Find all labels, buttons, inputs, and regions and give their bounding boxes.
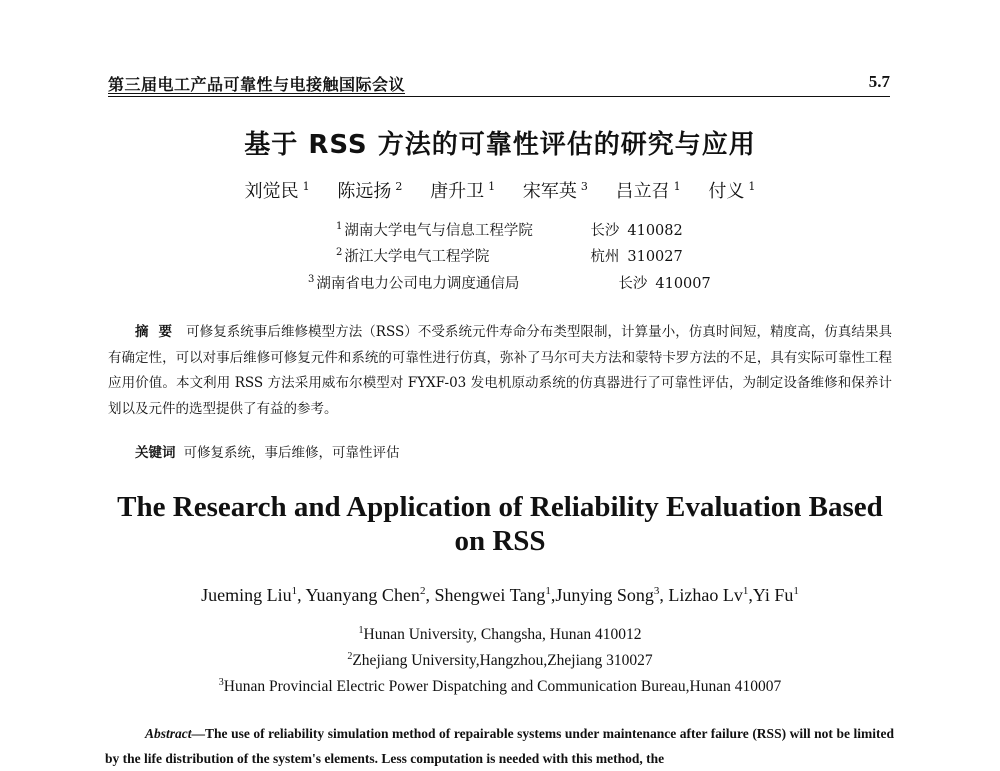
chinese-author-list	[0, 177, 1000, 203]
chinese-author: 吕立召 $^1$	[615, 180, 681, 202]
english-affiliation: $^2$Zhejiang University,Hangzhou,Zhejiang 310027	[347, 651, 653, 669]
chinese-abstract-label: 摘要	[135, 324, 183, 340]
chinese-affiliation: $^3$ 湖南省电力公司电力调度通信局 长沙 410007	[308, 274, 711, 292]
english-affiliation: $^1$Hunan University, Changsha, Hunan 410012	[358, 625, 642, 643]
chinese-author: 付义 $^1$	[708, 180, 756, 202]
english-author: Junying Song$^3$,	[555, 585, 669, 605]
english-abstract	[105, 721, 894, 771]
chinese-author: 唐升卫 $^1$	[430, 180, 496, 202]
chinese-abstract-text: 可修复系统事后维修模型方法（RSS）不受系统元件寿命分布类型限制，计算量小，仿真时间短，精度高，仿真结果具有确定性，可以对事后维修可修复元件和系统的可靠性进行仿真，弥补了马尔可夫方法和蒙特卡罗方法的不足，具有实际可靠性工程应用价值。本文利用 RSS 方法采用威布尔模型对 FYXF-03 发电机原动系统的仿真器进行了可靠性评估，为制定设备维修和保养计划以及元件的选型提供了有益的参考。	[108, 324, 892, 417]
english-author: Yi Fu$^1$	[752, 585, 799, 605]
conference-name: 第三届电工产品可靠性与电接触国际会议	[108, 75, 406, 94]
chinese-affiliation: $^2$ 浙江大学电气工程学院 杭州 310027	[336, 247, 683, 265]
running-header	[108, 72, 890, 97]
english-author: Jueming Liu$^1$,	[201, 585, 306, 605]
english-abstract-label: Abstract	[145, 726, 192, 741]
english-author: Yuanyang Chen$^2$,	[305, 585, 435, 605]
chinese-affiliation: $^1$ 湖南大学电气与信息工程学院 长沙 410082	[336, 221, 683, 239]
english-author-list	[0, 585, 1000, 606]
chinese-keywords	[135, 441, 400, 461]
english-affiliation: $^3$Hunan Provincial Electric Power Dispatching and Communication Bureau,Hunan 410007	[218, 677, 782, 695]
chinese-abstract	[108, 320, 892, 422]
chinese-keywords-label: 关键词	[135, 445, 176, 461]
chinese-author: 刘觉民 $^1$	[244, 180, 310, 202]
chinese-keywords-text: 可修复系统，事后维修，可靠性评估	[183, 445, 400, 461]
english-abstract-text: —The use of reliability simulation method of repairable systems under maintenance after failure (RSS) will not be limited by the life distribution of the system's elements. Less computation is needed with this method, the	[105, 726, 894, 766]
chinese-author: 宋军英 $^3$	[522, 180, 588, 202]
chinese-title: 基于 RSS 方法的可靠性评估的研究与应用	[244, 130, 756, 160]
english-author: Lizhao Lv$^1$,	[668, 585, 753, 605]
english-title: The Research and Application of Reliability Evaluation Based on RSS	[117, 491, 883, 557]
chinese-author: 陈远扬 $^2$	[337, 180, 403, 202]
page-number: 5.7	[868, 72, 890, 91]
english-author: Shengwei Tang$^1$,	[434, 585, 556, 605]
